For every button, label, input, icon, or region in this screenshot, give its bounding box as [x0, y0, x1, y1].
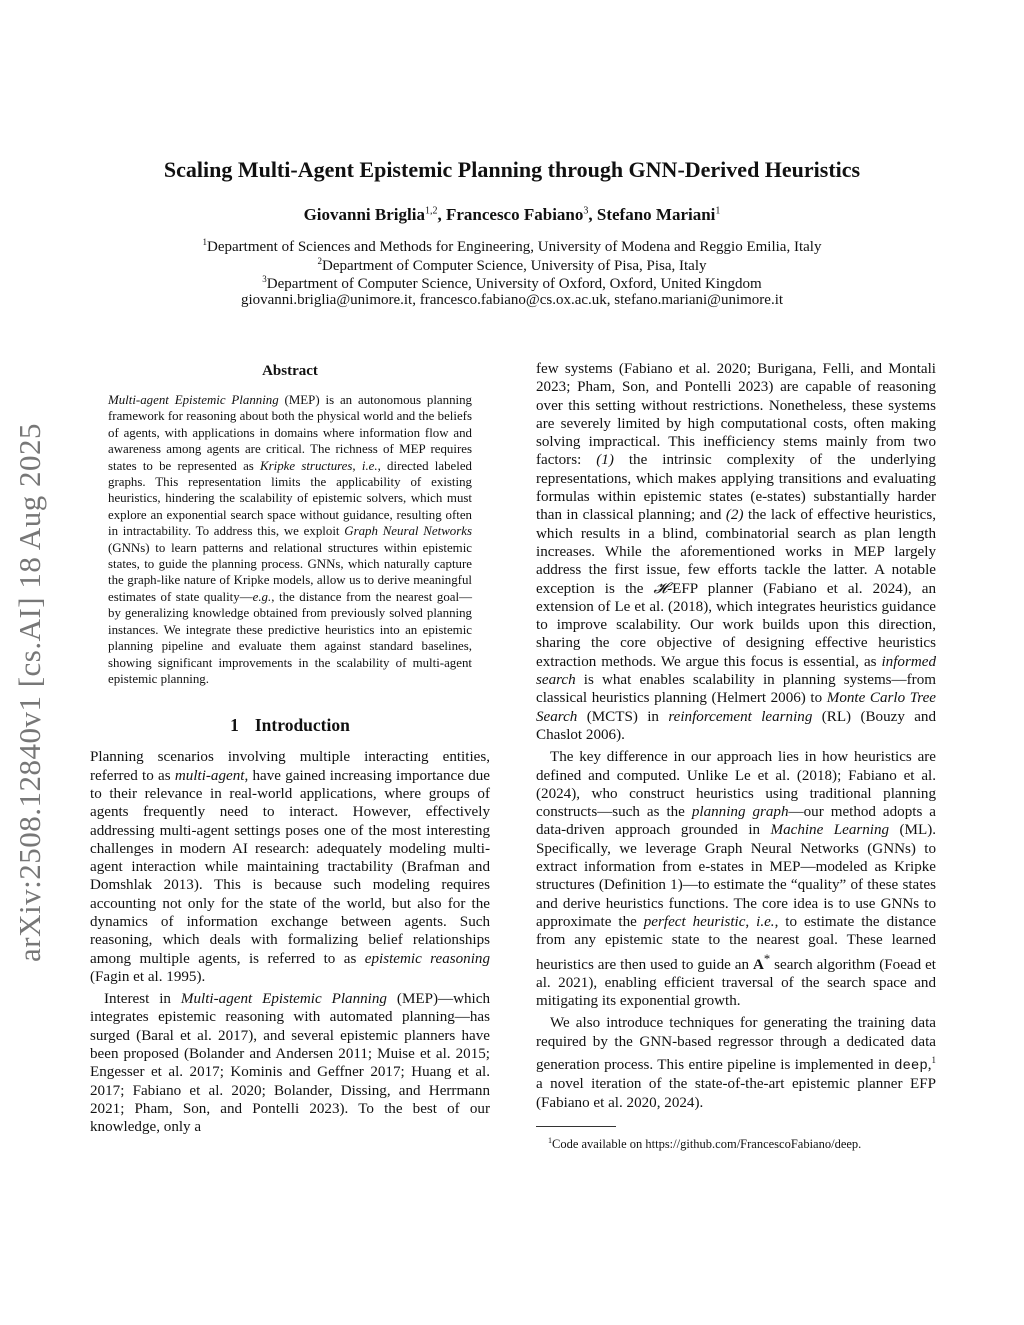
- affiliation-line: $^2$Department of Computer Science, University of Pisa, Pisa, Italy: [317, 256, 707, 274]
- author-affil-mark: 3: [583, 205, 589, 217]
- body-paragraph: The key difference in our approach lies in how heuristics are defined and computed. Unlike Le et al. (2018); Fabiano et al. (2024), who construct heuristics using traditional planning constructs—such as the planning graph—our method adopts a data-driven approach grounded in Machine Learning (ML). Specifically, we leverage Graph Neural Networks (GNNs) to extract information from e-states in MEP—modeled as Kripke structures (Definition 1)—to estimate the “quality” of these states and derive heuristics functions. The core idea is to use GNNs to approximate the perfect heuristic, i.e., to estimate the distance from any epistemic state to the nearest goal. These learned heuristics are then used to guide an A* search algorithm (Foead et al. 2021), enabling efficient traversal of the search space and mitigating its exponential growth.: [536, 749, 937, 1010]
- author-name: Stefano Mariani: [596, 205, 716, 224]
- author-affil-mark: 1,2: [424, 205, 438, 217]
- footnote-marker: 1: [931, 1055, 936, 1066]
- left-column: [90, 360, 490, 1137]
- intro-paragraph: Interest in Multi-agent Epistemic Planning (MEP)—which integrates epistemic reasoning with automated planning—has surged (Baral et al. 2017), and several epistemic planners have been proposed (Bolander and Andersen 2011; Muise et al. 2015; Engesser et al. 2017; Kominis and Geffner 2017; Huang et al. 2017; Fabiano et al. 2020; Bolander, Dissing, and Herrmann 2021; Pham, Son, and Pontelli 2023). To the best of our knowledge, only a: [90, 991, 490, 1136]
- section-heading-introduction: 1 Introduction: [230, 715, 350, 736]
- footnote-divider: [536, 1126, 616, 1127]
- author-emails: giovanni.briglia@unimore.it, francesco.fabiano@cs.ox.ac.uk, stefano.mariani@unimore.it: [240, 292, 784, 308]
- abstract-text: Multi-agent Epistemic Planning (MEP) is an autonomous planning framework for reasoning about both the physical world and the beliefs of agents, with applications in domains where information flow and awareness among agents are critical. The richness of MEP requires states to be represented as Kripke structures, i.e., directed labeled graphs. This representation limits the applicability of existing heuristics, hindering the scalability of epistemic solvers, which must explore an exponential search space without guidance, resulting often in intractability. To address this, we exploit Graph Neural Networks (GNNs) to learn patterns and relational structures within epistemic states, to guide the planning process. GNNs, which naturally capture the graph-like nature of Kripke models, allow us to derive meaningful estimates of state quality—e.g., the distance from the nearest goal—by generalizing knowledge obtained from previously solved planning instances. We integrate these predictive heuristics into an epistemic planning pipeline and evaluate them against standard baselines, showing significant improvements in the scalability of multi-agent epistemic planning.: [108, 393, 472, 686]
- body-paragraph: few systems (Fabiano et al. 2020; Burigana, Felli, and Montali 2023; Pham, Son, and Pontelli 2023) are capable of reasoning over this setting without restrictions. Nonetheless, these systems are severely limited by high computational costs, often making solving impractical. This inefficiency stems mainly from two factors: (1) the intrinsic complexity of the underlying representations, which makes applying transitions and evaluating formulas within epistemic states (e-states) substantially harder than in classical planning; and (2) the lack of effective heuristics, which results in a blind, combinatorial search as plan length increases. While the aforementioned works in MEP largely address the first issue, few efforts tackle the latter. A notable exception is the 𝓗-EFP planner (Fabiano et al. 2024), an extension of Le et al. (2018), which integrates heuristics guidance to improve scalability. Our work builds upon this direction, sharing the core objective of designing effective heuristics extraction methods. We argue this focus is essential, as informed search is what enables scalability in planning systems—from classical heuristics planning (Helmert 2006) to Monte Carlo Tree Search (MCTS) in reinforcement learning (RL) (Bouzy and Chaslot 2006).: [536, 361, 937, 743]
- intro-paragraph: Planning scenarios involving multiple interacting entities, referred to as multi-agent, have gained increasing importance due to their relevance in real-world applications, where groups of agents frequently need to interact. However, effectively addressing multi-agent settings poses one of the most interesting challenges in modern AI research: adequately modeling multi-agent interaction while maintaining tractability (Brafman and Domshlak 2013). This is because such modeling requires accounting not only for the state of the world, but also for the dynamics of information exchange between agents. Such reasoning, which deals with formalizing belief relationships among multiple agents, is referred to as epistemic reasoning (Fagin et al. 1995).: [90, 749, 491, 985]
- author-list: Giovanni Briglia$^{1,2}$, Francesco Fabiano$^3$, Stefano Mariani$^1$: [303, 205, 721, 224]
- right-column: [536, 360, 936, 1152]
- affiliation-line: $^1$Department of Sciences and Methods for Engineering, University of Modena and Reggio Emilia, Italy: [202, 237, 822, 255]
- affiliation-line: $^3$Department of Computer Science, University of Oxford, Oxford, United Kingdom: [262, 274, 762, 292]
- author-affil-mark: 1: [715, 205, 721, 217]
- code-name-deep: deep: [894, 1058, 928, 1075]
- abstract-heading: Abstract: [262, 363, 318, 379]
- body-paragraph: We also introduce techniques for generating the training data required by the GNN-based regressor through a dedicated data generation process. This entire pipeline is implemented in deep,$^1$ a novel iteration of the state-of-the-art epistemic planner EFP (Fabiano et al. 2020, 2024).: [536, 1015, 936, 1111]
- arxiv-identifier: arXiv:2508.12840v1 [cs.AI] 18 Aug 2025: [12, 422, 47, 962]
- author-name: Giovanni Briglia: [303, 205, 425, 224]
- footnote: $^1$Code available on https://github.com/FrancescoFabiano/deep.: [548, 1135, 862, 1152]
- paper-title: Scaling Multi-Agent Epistemic Planning through GNN-Derived Heuristics: [163, 157, 861, 182]
- author-name: Francesco Fabiano: [445, 205, 584, 224]
